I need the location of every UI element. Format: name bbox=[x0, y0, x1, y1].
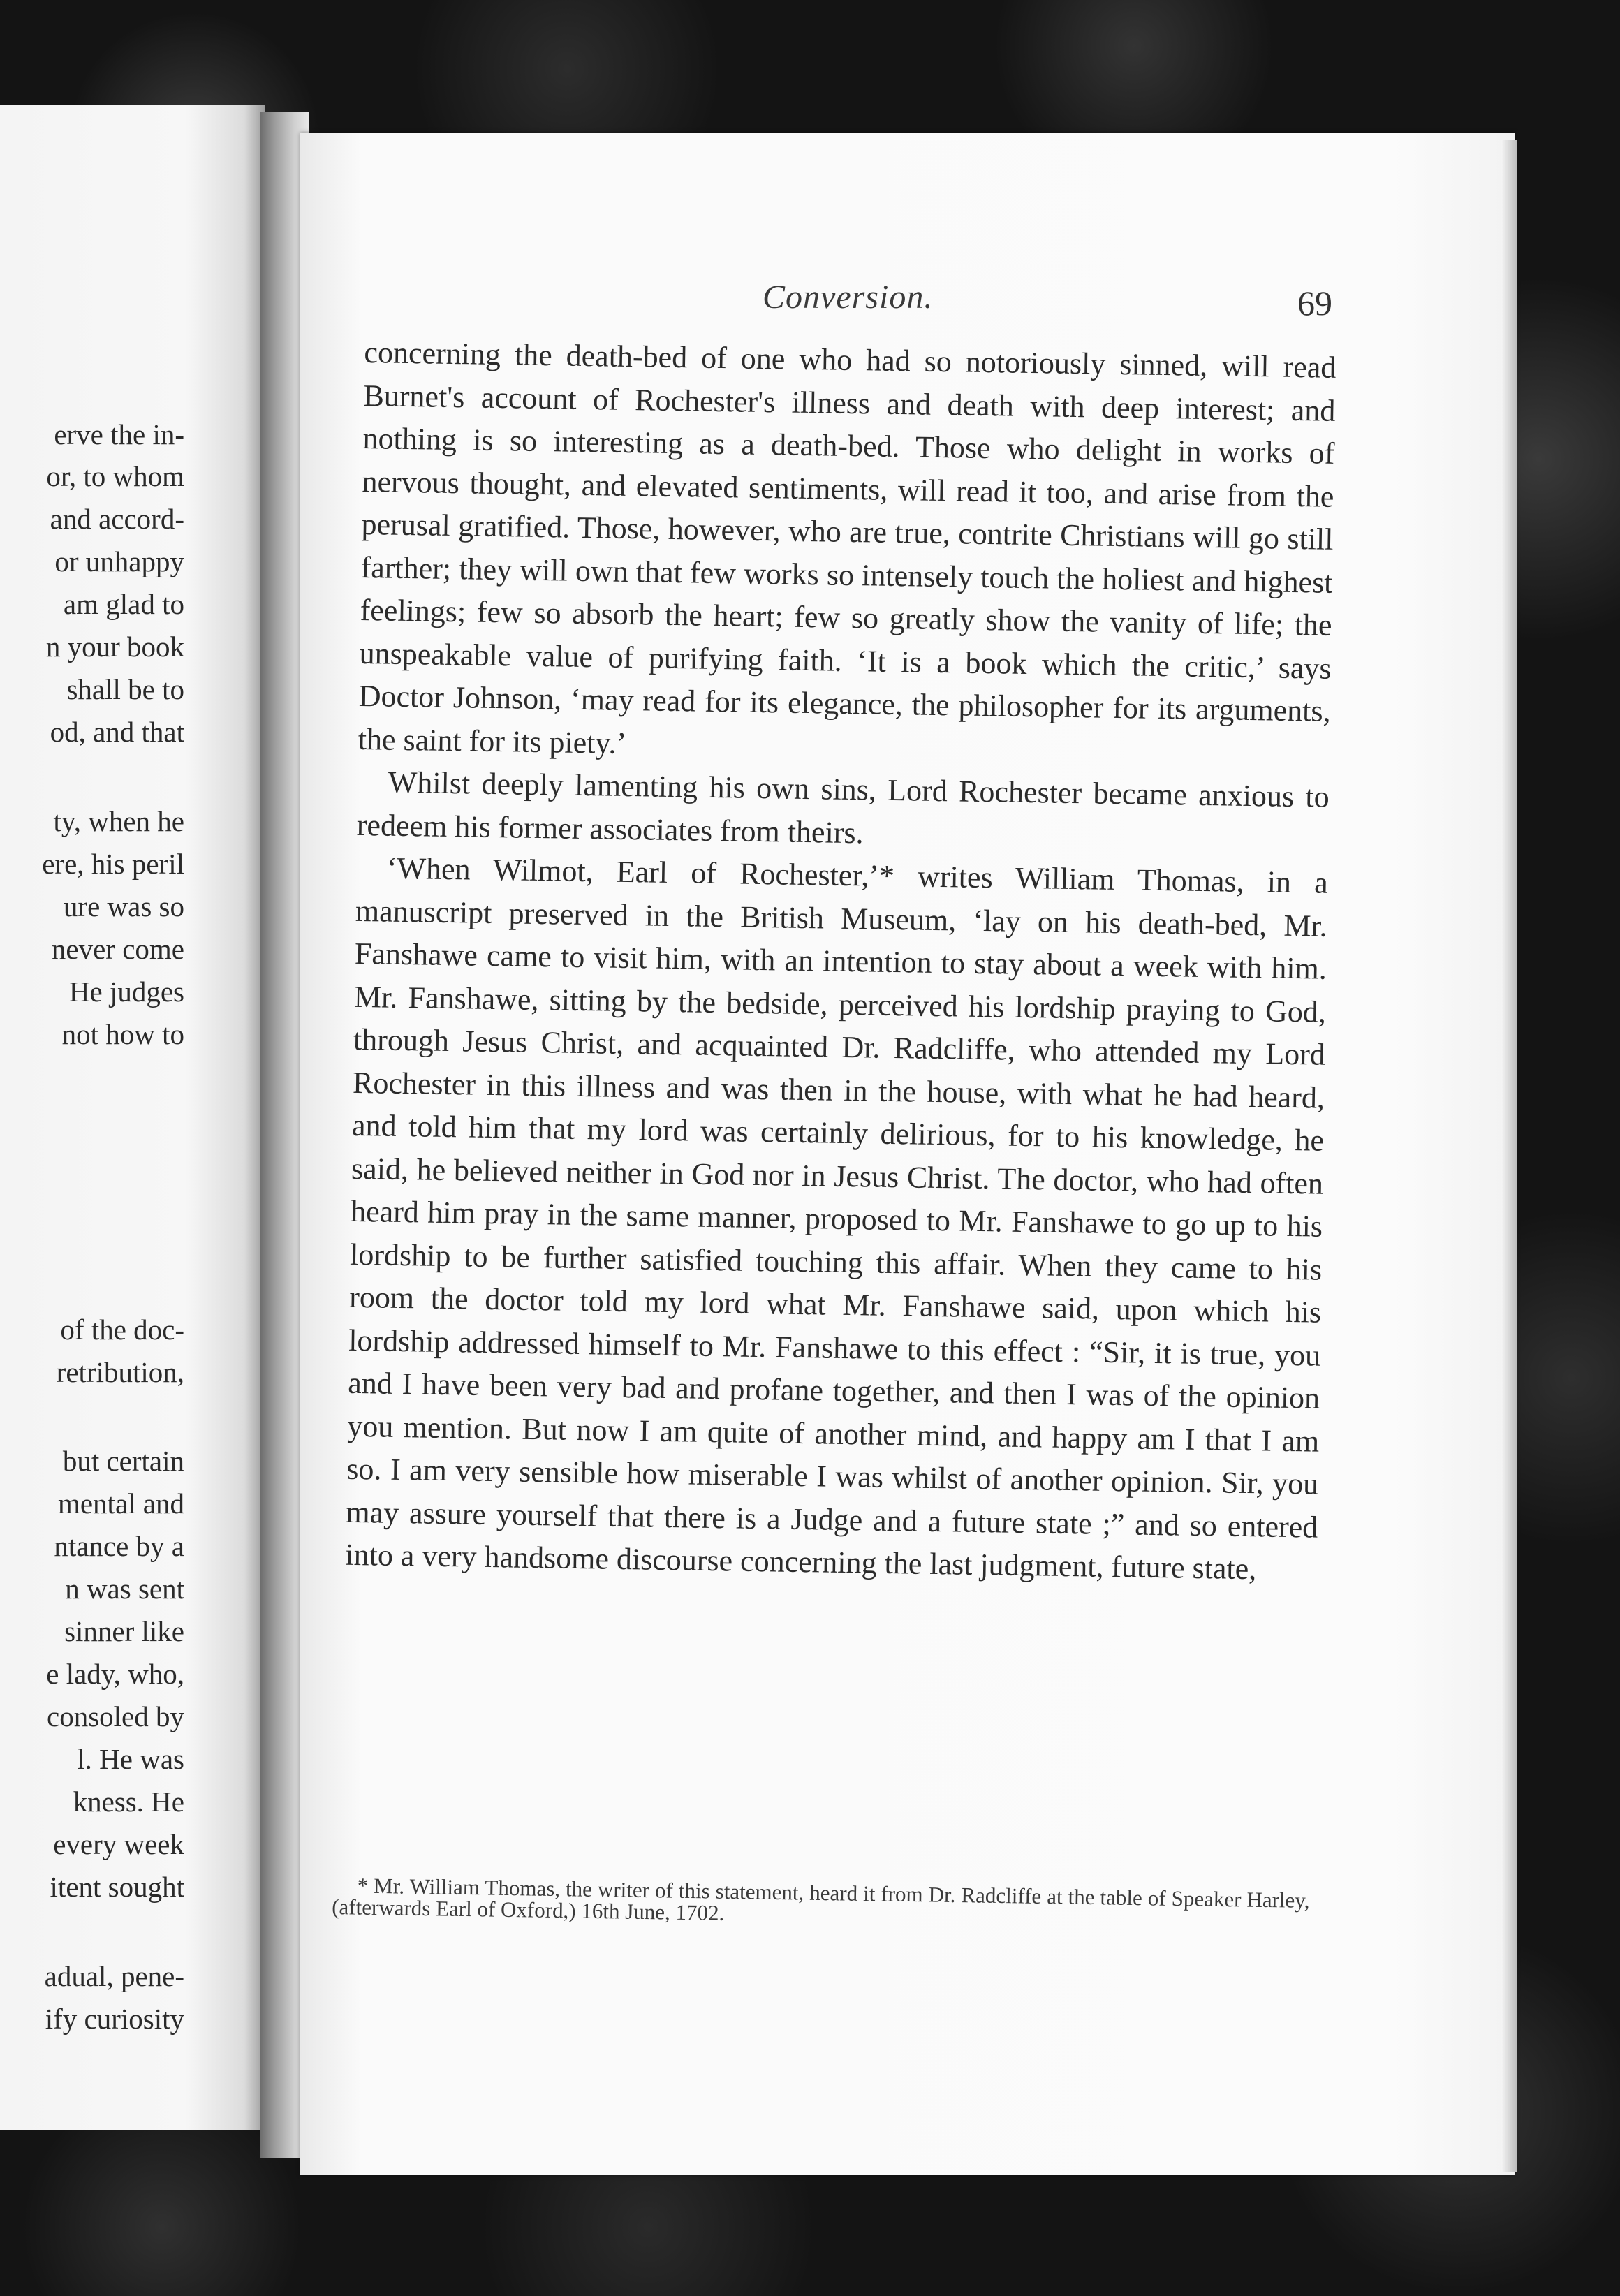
left-page-line: kness. He bbox=[73, 1786, 184, 1818]
paragraph: concerning the death-bed of one who had so notoriously sinned, will read Burnet's account of Rochester's illness and death with deep interest; and nothing is so interesting as a death-bed. Those who delight in works of nervous thought, and elevated sentiments, will read it too, and arise from the perusal gratified. Those, however, who are true, contrite Christians will go still farther; they will own that few works so intensely touch the holiest and highest feelings; few so absorb the heart; few so greatly show the vanity of life; the unspeakable value of purifying faith. ‘It is a book which the critic,’ says Doctor Johnson, ‘may read for its elegance, the philosopher for its arguments, the saint for its piety.’ bbox=[358, 334, 1336, 760]
left-page-line: or, to whom bbox=[46, 460, 184, 492]
left-page-line: ty, when he bbox=[53, 805, 184, 837]
left-page-line: ere, his peril bbox=[42, 848, 184, 880]
left-page-line: consoled by bbox=[47, 1700, 184, 1732]
left-page-line: retribution, bbox=[56, 1356, 184, 1388]
page-edge bbox=[1501, 140, 1517, 2172]
left-page-line: ify curiosity bbox=[45, 2003, 184, 2035]
paragraph: Whilst deeply lamenting his own sins, Lord Rochester became anxious to redeem his former associates from theirs. bbox=[356, 765, 1330, 850]
page-number: 69 bbox=[1297, 284, 1332, 323]
left-page-line: of the doc- bbox=[60, 1313, 184, 1346]
left-page bbox=[0, 105, 265, 2130]
left-page-line: but certain bbox=[62, 1445, 184, 1477]
left-page-line: not how to bbox=[61, 1018, 184, 1050]
paragraph: ‘When Wilmot, Earl of Rochester,’* writes William Thomas, in a manuscript preserved in the British Museum, ‘lay on his death-bed, Mr. Fanshawe came to visit him, with an intention to stay about a week with him. Mr. Fanshawe, sitting by the bedside, perceived his lordship praying to God, through Jesus Christ, and acquainted Dr. Radcliffe, who attended my Lord Rochester in this illness and was then in the house, with what he had heard, and told him that my lord was certainly delirious, for to his knowledge, he said, he believed neither in God nor in Jesus Christ. The doctor, who had often heard him pray in the same manner, proposed to Mr. Fanshawe to go up to his lordship to be further satisfied touching this affair. When they came to his room the doctor told my lord what Mr. Fanshawe said, upon which his lordship addressed himself to Mr. Fanshawe to this effect : “Sir, it is true, you and I have been very bad and profane together, and then I was of the opinion you mention. But now I am quite of another mind, and happy am I that I am so. I am very sensible how miserable I was whilst of another opinion. Sir, you may assure yourself that there is a Judge and a future state ;” and so entered into a very handsome discourse concerning the last judgment, future state, bbox=[345, 851, 1329, 1587]
left-page-line: e lady, who, bbox=[46, 1658, 184, 1690]
left-page-line: od, and that bbox=[50, 716, 184, 748]
left-page-line: adual, pene- bbox=[44, 1960, 184, 1992]
left-page-line: n your book bbox=[45, 631, 184, 663]
left-page-line: shall be to bbox=[66, 673, 184, 705]
left-page-line: am glad to bbox=[63, 588, 184, 620]
left-page-line: l. He was bbox=[77, 1743, 184, 1775]
running-head: Conversion. bbox=[763, 279, 934, 316]
left-page-line: He judges bbox=[68, 976, 184, 1008]
left-page-line: never come bbox=[51, 933, 184, 965]
left-page-line: mental and bbox=[57, 1487, 184, 1519]
left-page-line: ure was so bbox=[63, 890, 184, 922]
left-page-line: sinner like bbox=[64, 1615, 184, 1647]
left-page-line: or unhappy bbox=[54, 545, 184, 577]
footnote-text: * Mr. William Thomas, the writer of this statement, heard it from Dr. Radcliffe at the table of Speaker Harley, (afterwards Earl of Oxford,) 16th June, 1702. bbox=[331, 1873, 1310, 1925]
left-page-line: itent sought bbox=[50, 1871, 184, 1903]
left-page-line: and accord- bbox=[50, 503, 184, 535]
left-page-line: n was sent bbox=[65, 1573, 184, 1605]
body-text bbox=[345, 331, 1336, 1591]
left-page-line: ntance by a bbox=[54, 1530, 184, 1562]
left-page-line: erve the in- bbox=[54, 418, 184, 450]
left-page-line: every week bbox=[53, 1828, 184, 1860]
